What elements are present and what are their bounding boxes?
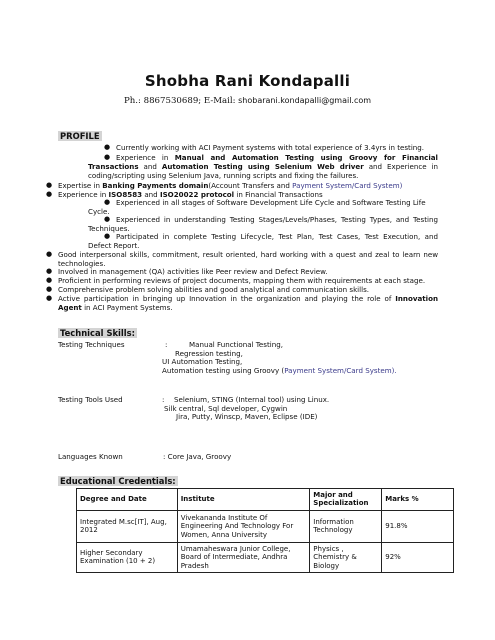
profile-item-8: Good interpersonal skills, commitment, result oriented, hard working with a quest and zeal to learn new technologies. <box>58 250 438 268</box>
bullet-icon: ● <box>104 198 111 206</box>
cell-institute: Umamaheswara Junior College, Board of Intermediate, Andhra Pradesh <box>177 542 310 572</box>
bullet-icon: ● <box>104 232 111 240</box>
header-institute: Institute <box>177 489 310 511</box>
profile-item-11: Comprehensive problem solving abilities and good analytical and communication skills. <box>58 285 370 294</box>
bullet-icon: ● <box>46 267 53 275</box>
cell-degree: Integrated M.sc[IT], Aug, 2012 <box>77 510 178 542</box>
bullet-icon: ● <box>104 215 111 223</box>
bullet-icon: ● <box>46 276 53 284</box>
profile-item-5: Experienced in all stages of Software Development Life Cycle and Software Testing Life Cycle. <box>88 198 426 216</box>
cell-marks: 92% <box>382 542 454 572</box>
header-marks: Marks % <box>382 489 454 511</box>
cell-major: Physics , Chemistry & Biology <box>310 542 382 572</box>
table-row <box>77 510 454 542</box>
technique-item: Automation testing using Groovy (Payment System/Card System). <box>162 366 397 375</box>
profile-item-4: Experience in ISO8583 and ISO20022 protocol in Financial Transactions <box>58 190 323 199</box>
profile-item-2: Experience in Manual and Automation Testing using Groovy for Financial Transactions and Automation Testing using Selenium Web driver and Experience in coding/scripting using Selenium Java, running scripts and fixing the failures. <box>88 153 439 180</box>
cell-degree: Higher Secondary Examination (10 + 2) <box>77 542 178 572</box>
bullet-icon: ● <box>104 153 111 161</box>
bullet-icon: ● <box>46 294 53 302</box>
table-row <box>77 542 454 572</box>
bullet-icon: ● <box>46 190 53 198</box>
bullet-icon: ● <box>104 143 111 151</box>
skills-section-heading: Technical Skills: <box>60 328 135 338</box>
profile-item-9: Involved in management (QA) activities like Peer review and Defect Review. <box>58 267 328 276</box>
colon: : <box>165 340 168 349</box>
cell-marks: 91.8% <box>382 510 454 542</box>
candidate-name: Shobha Rani Kondapalli <box>144 72 351 90</box>
profile-item-6: Experienced in understanding Testing Stages/Levels/Phases, Testing Types, and Testing Techniques. <box>88 215 438 233</box>
education-section-heading: Educational Credentials: <box>60 476 176 486</box>
header-major: Major and Specialization <box>310 489 382 511</box>
technique-item: UI Automation Testing, <box>162 357 243 366</box>
testing-techniques-label: Testing Techniques <box>58 340 125 349</box>
profile-item-10: Proficient in performing reviews of project documents, mapping them with requirements at each stage. <box>58 276 426 285</box>
technique-item: Regression testing, <box>175 349 243 358</box>
bullet-icon: ● <box>46 181 53 189</box>
table-header-row <box>77 489 454 511</box>
email-text: shobarani.kondapalli@gmail.com <box>238 96 372 105</box>
phone-label: Ph.: 8867530689; E-Mail: <box>123 96 236 106</box>
languages-label: Languages Known <box>58 452 123 461</box>
bullet-icon: ● <box>46 250 53 258</box>
profile-section-heading: PROFILE <box>60 131 100 141</box>
testing-tools-label: Testing Tools Used <box>58 395 123 404</box>
languages-value: : Core Java, Groovy <box>163 452 232 461</box>
technique-item: Manual Functional Testing, <box>189 340 283 349</box>
header-degree: Degree and Date <box>77 489 178 511</box>
profile-item-7: Participated in complete Testing Lifecycle, Test Plan, Test Cases, Test Execution, and Defect Report. <box>88 232 438 250</box>
tool-item: Silk central, Sql developer, Cygwin <box>164 404 288 413</box>
cell-institute: Vivekananda Institute Of Engineering And Technology For Women, Anna University <box>177 510 310 542</box>
profile-item-12: Active participation in bringing up Innovation in the organization and playing the role of Innovation Agent in ACI Payment Systems. <box>58 294 438 312</box>
contact-line <box>0 96 495 106</box>
colon: : <box>162 395 165 404</box>
education-table <box>76 488 454 573</box>
cell-major: Information Technology <box>310 510 382 542</box>
tool-item: Jira, Putty, Winscp, Maven, Eclipse (IDE) <box>176 412 318 421</box>
bullet-icon: ● <box>46 285 53 293</box>
profile-item-3: Expertise in Banking Payments domain(Account Transfers and Payment System/Card System) <box>58 181 403 190</box>
profile-item-1: Currently working with ACI Payment systems with total experience of 3.4yrs in testing. <box>116 143 425 152</box>
tool-item: Selenium, STING (Internal tool) using Linux. <box>174 395 330 404</box>
